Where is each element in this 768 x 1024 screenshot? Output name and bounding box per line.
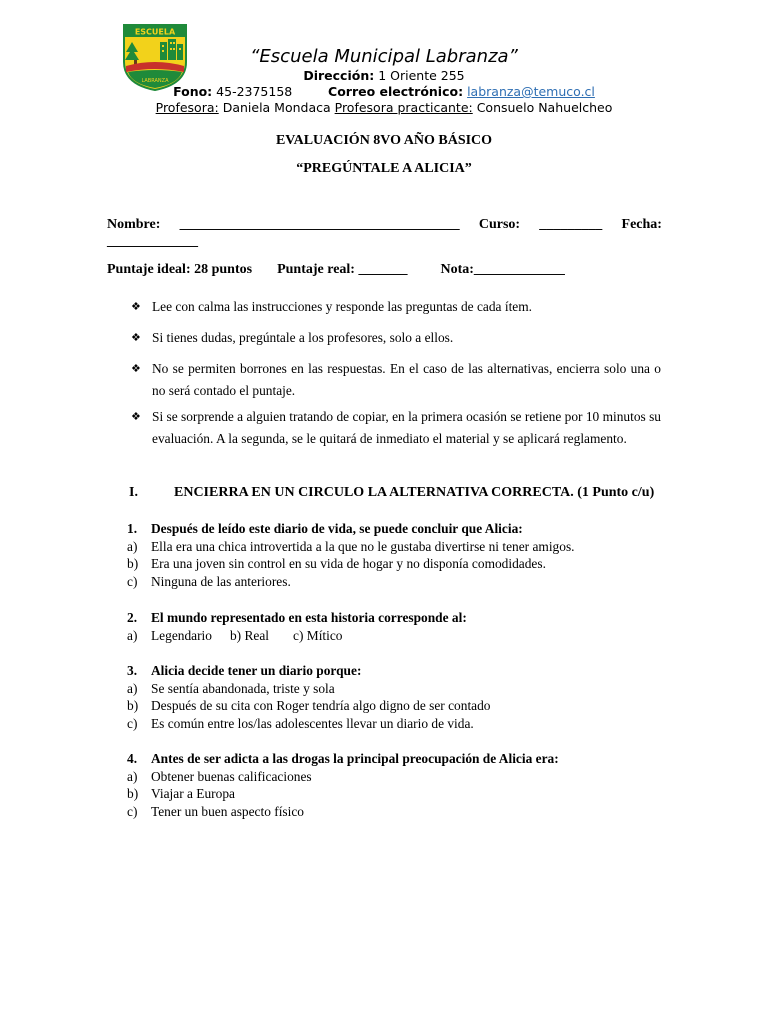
name-course-date-row bbox=[107, 217, 662, 233]
answer-option[interactable]: c) Ninguna de las anteriores. bbox=[127, 573, 291, 589]
question-1 bbox=[127, 520, 687, 590]
inline-answer-options bbox=[127, 627, 687, 645]
teachers-line bbox=[0, 100, 768, 115]
section-heading bbox=[129, 485, 669, 501]
svg-text:LABRANZA: LABRANZA bbox=[141, 78, 169, 84]
address-label: Dirección: bbox=[303, 68, 375, 83]
fecha-blank[interactable]: _____________ bbox=[107, 234, 198, 249]
school-name: “Escuela Municipal Labranza” bbox=[250, 46, 518, 67]
curso-blank[interactable]: _________ bbox=[539, 217, 603, 232]
teacher-value: Daniela Mondaca bbox=[218, 100, 335, 115]
instruction-item: ❖ No se permiten borrones en las respuestas. En el caso de las alternativas, encierra solo una o no será contado el puntaje. bbox=[131, 358, 661, 402]
phone-label: Fono: bbox=[173, 84, 213, 99]
section-title: ENCIERRA EN UN CIRCULO LA ALTERNATIVA CORRECTA. (1 Punto c/u) bbox=[174, 485, 655, 500]
address-line bbox=[0, 68, 768, 83]
diamond-bullet-icon: ❖ bbox=[131, 332, 141, 344]
answer-option[interactable]: b) Viajar a Europa bbox=[127, 786, 235, 801]
email-link[interactable]: labranza@temuco.cl bbox=[467, 84, 595, 99]
question-heading: 3. Alicia decide tener un diario porque: bbox=[127, 663, 362, 678]
diamond-bullet-icon: ❖ bbox=[131, 411, 141, 423]
question-2 bbox=[127, 609, 687, 644]
question-heading: 4. Antes de ser adicta a las drogas la principal preocupación de Alicia era: bbox=[127, 751, 559, 766]
answer-option[interactable]: a) Obtener buenas calificaciones bbox=[127, 768, 312, 784]
curso-label: Curso: bbox=[478, 217, 521, 232]
student-fields bbox=[107, 217, 662, 251]
contact-line bbox=[0, 84, 768, 99]
practicante-label: Profesora practicante: bbox=[334, 100, 473, 115]
evaluation-subtitle: “PREGÚNTALE A ALICIA” bbox=[296, 161, 472, 176]
score-row bbox=[107, 262, 662, 278]
answer-option[interactable]: Legendario bbox=[151, 627, 212, 643]
answer-option[interactable]: c) Es común entre los/las adolescentes llevar un diario de vida. bbox=[127, 715, 474, 731]
phone-value: 45-2375158 bbox=[212, 84, 293, 99]
diamond-bullet-icon: ❖ bbox=[131, 363, 141, 375]
teacher-label: Profesora: bbox=[155, 100, 219, 115]
puntaje-real[interactable]: Puntaje real: _______ bbox=[277, 262, 408, 277]
instruction-item: ❖ Lee con calma las instrucciones y responde las preguntas de cada ítem. bbox=[131, 296, 661, 318]
svg-text:ESCUELA: ESCUELA bbox=[134, 27, 176, 37]
question-heading: 2. El mundo representado en esta historia corresponde al: bbox=[127, 610, 467, 625]
answer-option[interactable]: b) Real bbox=[229, 627, 270, 643]
section-number: I. bbox=[129, 485, 138, 500]
nota-field[interactable]: Nota:_____________ bbox=[440, 262, 565, 277]
diamond-bullet-icon: ❖ bbox=[131, 301, 141, 313]
instructions-list bbox=[131, 296, 661, 450]
answer-option[interactable]: b) Después de su cita con Roger tendría algo digno de ser contado bbox=[127, 698, 491, 713]
fecha-label: Fecha: bbox=[621, 217, 662, 232]
option-letter: a) bbox=[127, 627, 138, 643]
answer-option[interactable]: a) Se sentía abandonada, triste y sola bbox=[127, 680, 335, 696]
address-value: 1 Oriente 255 bbox=[374, 68, 465, 83]
instruction-item: ❖ Si se sorprende a alguien tratando de copiar, en la primera ocasión se retiene por 10 minutos su evaluación. A la segunda, se le quitará de inmediato el material y se aplicará reglamento. bbox=[131, 406, 661, 450]
answer-option[interactable]: b) Era una joven sin control en su vida de hogar y no disponía comodidades. bbox=[127, 556, 546, 571]
answer-option[interactable]: a) Ella era una chica introvertida a la que no le gustaba divertirse ni tener amigos. bbox=[127, 538, 575, 554]
practicante-value: Consuelo Nahuelcheo bbox=[472, 100, 613, 115]
email-label: Correo electrónico: bbox=[328, 84, 464, 99]
question-heading: 1. Después de leído este diario de vida, se puede concluir que Alicia: bbox=[127, 521, 523, 536]
nombre-label: Nombre: bbox=[107, 217, 161, 232]
question-4 bbox=[127, 750, 687, 820]
answer-option[interactable]: c) Tener un buen aspecto físico bbox=[127, 803, 304, 819]
puntaje-ideal: Puntaje ideal: 28 puntos bbox=[107, 262, 253, 277]
question-3 bbox=[127, 662, 687, 732]
answer-option[interactable]: c) Mítico bbox=[293, 627, 343, 643]
evaluation-title: EVALUACIÓN 8VO AÑO BÁSICO bbox=[275, 133, 493, 148]
instruction-item: ❖ Si tienes dudas, pregúntale a los profesores, solo a ellos. bbox=[131, 327, 661, 349]
nombre-blank[interactable]: ________________________________________ bbox=[179, 217, 460, 232]
